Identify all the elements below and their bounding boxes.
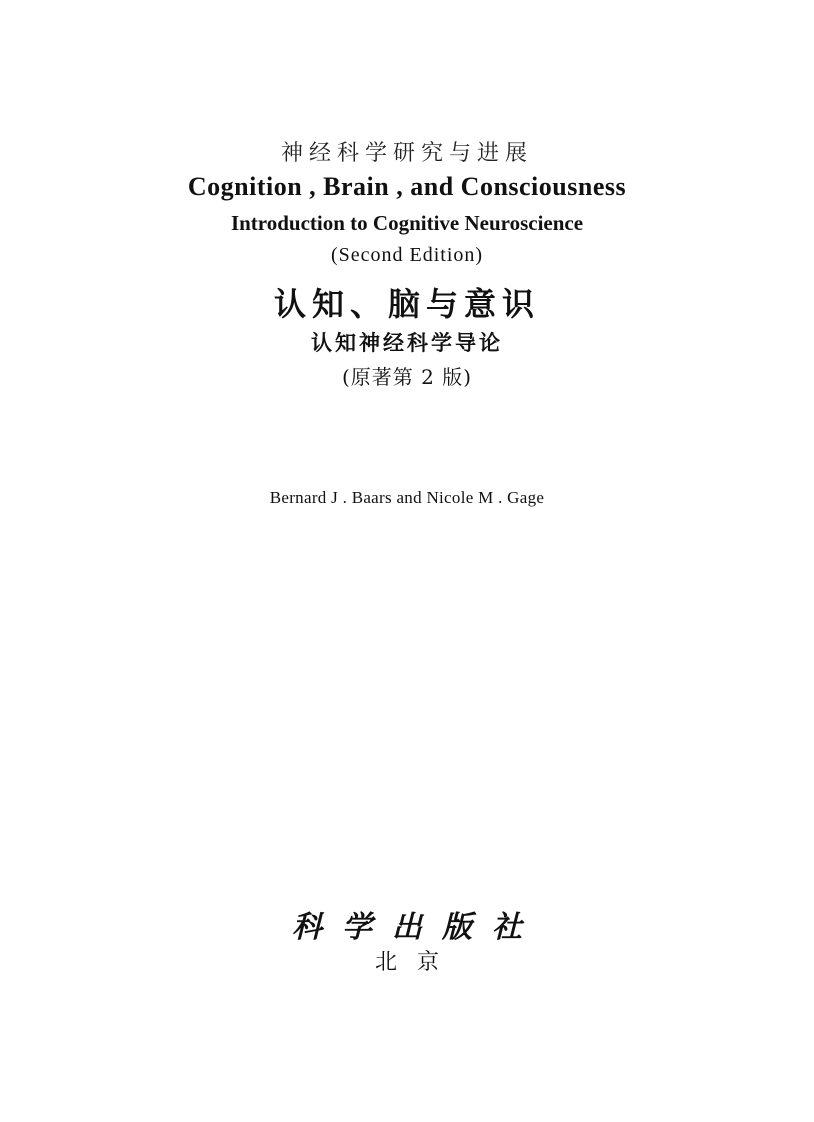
book-title-english: Cognition , Brain , and Consciousness bbox=[187, 172, 627, 201]
book-title-chinese: 认知、脑与意识 bbox=[273, 285, 540, 323]
book-subtitle-chinese: 认知神经科学导论 bbox=[311, 331, 503, 355]
book-subtitle-english: Introduction to Cognitive Neuroscience bbox=[230, 211, 584, 235]
publisher-name: 科学出版社 bbox=[292, 910, 542, 945]
edition-chinese: (原著第 2 版) bbox=[341, 365, 473, 389]
series-name: 神经科学研究与进展 bbox=[280, 141, 533, 166]
authors: Bernard J . Baars and Nicole M . Gage bbox=[269, 488, 545, 507]
edition-english: (Second Edition) bbox=[330, 244, 484, 266]
publisher-city: 北京 bbox=[374, 950, 459, 975]
